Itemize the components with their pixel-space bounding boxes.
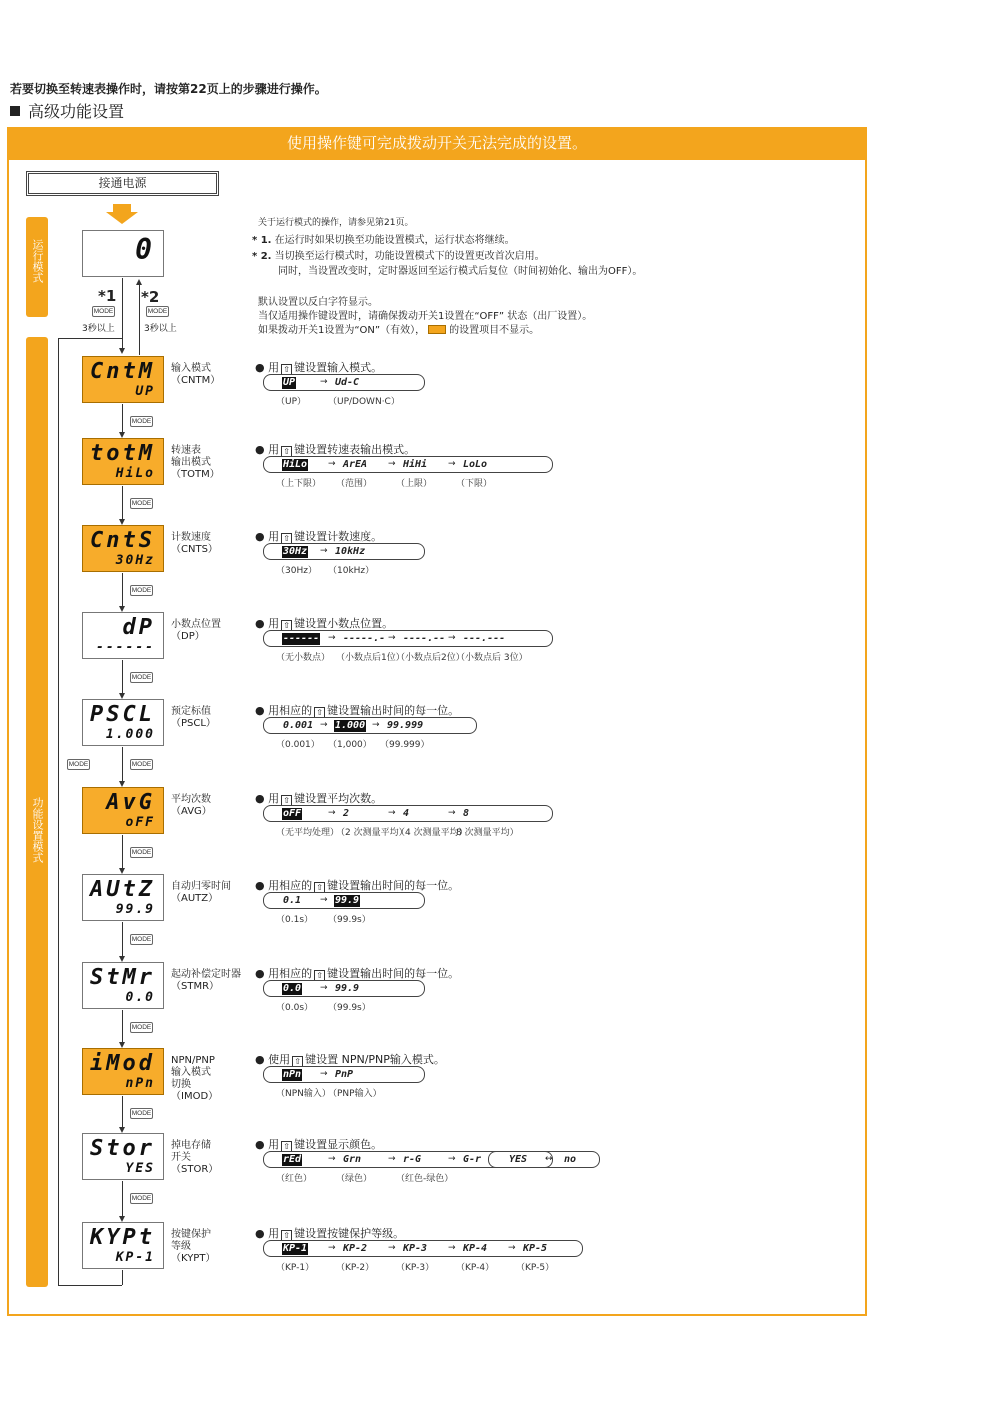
run-display-value: 0 xyxy=(135,233,155,266)
connector-line xyxy=(122,1096,123,1127)
display-top-text: CntM xyxy=(90,359,155,384)
option-value: Grn xyxy=(343,1154,362,1165)
arrow-right-icon: → xyxy=(372,720,380,730)
default-note-3a: 如果拨动开关1设置为“ON”（有效）， xyxy=(258,325,426,336)
option-caption: （0.1s） xyxy=(276,915,314,925)
display-bottom-text: 1.000 xyxy=(105,727,155,742)
option-value: ---.--- xyxy=(463,633,506,644)
option-value: Ud-C xyxy=(335,377,360,388)
up-key-icon: ⇧ xyxy=(281,446,292,457)
hold-label: 3秒以上 xyxy=(144,324,177,334)
option-value: 0.1 xyxy=(283,895,302,906)
step-description: ● 使用 ⇧ 键设置 NPN/PNP输入模式。 xyxy=(255,1053,445,1066)
connector-line xyxy=(139,285,140,355)
step-description: ● 用 ⇧ 键设置计数速度。 xyxy=(255,530,383,543)
option-value: 4 xyxy=(403,808,410,819)
option-value: YES xyxy=(509,1154,528,1165)
return-line-left xyxy=(58,338,59,1285)
step-name: 掉电存储 开关 xyxy=(171,1140,211,1163)
desc-prefix: 使用 xyxy=(268,1053,291,1066)
option-caption: （NPN输入） xyxy=(276,1089,331,1099)
highlight-swatch xyxy=(428,325,446,334)
option-caption: （绿色） xyxy=(336,1174,373,1184)
step-description: ● 用 ⇧ 键设置输入模式。 xyxy=(255,361,383,374)
step-display xyxy=(82,612,164,659)
arrow-right-icon: → xyxy=(448,1154,456,1164)
display-top-text: totM xyxy=(90,441,155,466)
step-label xyxy=(171,969,241,993)
mode-button-icon: MODE xyxy=(131,1024,152,1031)
step-name: NPN/PNP 输入模式 切换 xyxy=(171,1055,215,1090)
down-arrow-icon xyxy=(106,204,138,224)
display-bottom-text: oFF xyxy=(125,815,155,830)
desc-prefix: 用 xyxy=(268,792,280,805)
option-value: 30Hz xyxy=(283,546,308,557)
step-label xyxy=(171,706,216,730)
up-key-icon: ⇧ xyxy=(281,533,292,544)
banner: 使用操作键可完成拨动开关无法完成的设置。 xyxy=(7,127,867,160)
star1-mark: *1 xyxy=(98,287,117,305)
option-value: 2 xyxy=(343,808,350,819)
desc-suffix: 键设置转速表输出模式。 xyxy=(294,443,416,456)
up-key-icon: ⇧ xyxy=(292,1056,303,1067)
step-code: （TOTM） xyxy=(171,469,220,480)
mode-button-icon: MODE xyxy=(131,418,152,425)
connector-line xyxy=(122,747,123,781)
option-caption: （99.9s） xyxy=(328,1003,371,1013)
step-display xyxy=(82,1048,164,1095)
step-display xyxy=(82,699,164,746)
desc-suffix: 键设置 NPN/PNP输入模式。 xyxy=(305,1053,445,1066)
option-caption: （小数点后 3位） xyxy=(456,653,528,663)
option-value: KP-2 xyxy=(343,1243,368,1254)
arrow-right-icon: → xyxy=(320,546,328,556)
up-key-icon: ⇧ xyxy=(281,1230,292,1241)
step-code: （PSCL） xyxy=(171,718,216,729)
step-description: ● 用相应的 ⇧ 键设置输出时间的每一位。 xyxy=(255,879,460,892)
display-bottom-text: nPn xyxy=(125,1076,155,1091)
mode-button-icon: MODE xyxy=(131,761,152,768)
connector-line xyxy=(122,1010,123,1042)
arrow-right-icon: → xyxy=(328,1154,336,1164)
arrow-up-icon xyxy=(136,279,142,285)
option-caption: （1,000） xyxy=(328,740,372,750)
step-display xyxy=(82,874,164,921)
step-name: 按键保护 等级 xyxy=(171,1229,211,1252)
option-caption: （2 次测量平均） xyxy=(336,828,408,838)
connector-line xyxy=(122,486,123,519)
desc-prefix: 用 xyxy=(268,1227,280,1240)
mode-button-icon: MODE xyxy=(131,674,152,681)
up-key-icon: ⇧ xyxy=(314,707,325,718)
step-name: 起动补偿定时器 xyxy=(171,969,241,980)
arrow-down-icon xyxy=(119,348,125,354)
option-caption: （红色） xyxy=(276,1174,313,1184)
arrow-right-icon: → xyxy=(320,720,328,730)
option-value: LoLo xyxy=(463,459,488,470)
display-top-text: KYPt xyxy=(90,1225,155,1250)
mode-button-icon: MODE xyxy=(131,1110,152,1117)
square-bullet-icon xyxy=(10,106,20,116)
step-code: （IMOD） xyxy=(171,1091,219,1102)
option-caption: （KP-2） xyxy=(336,1263,375,1273)
step-label xyxy=(171,1229,215,1265)
option-value: KP-5 xyxy=(523,1243,548,1254)
display-bottom-text: 99.9 xyxy=(115,902,155,917)
option-caption: （99.9s） xyxy=(328,915,371,925)
connector-line xyxy=(122,1181,123,1216)
step-description: ● 用 ⇧ 键设置按键保护等级。 xyxy=(255,1227,405,1240)
option-value: r-G xyxy=(403,1154,422,1165)
option-caption: （4 次测量平均） xyxy=(396,828,468,838)
option-value: rEd xyxy=(283,1154,302,1165)
desc-suffix: 键设置显示颜色。 xyxy=(294,1138,383,1151)
desc-prefix: 用 xyxy=(268,617,280,630)
option-value: nPn xyxy=(283,1069,302,1080)
run-display xyxy=(82,230,164,277)
step-label xyxy=(171,532,218,556)
desc-suffix: 键设置输出时间的每一位。 xyxy=(327,704,460,717)
option-caption: （10kHz） xyxy=(328,566,375,576)
note-2-mark: * 2. xyxy=(252,251,272,262)
option-caption: （30Hz） xyxy=(276,566,317,576)
step-label xyxy=(171,881,231,905)
arrow-right-icon: → xyxy=(448,1243,456,1253)
desc-suffix: 键设置按键保护等级。 xyxy=(294,1227,405,1240)
option-value: 1.000 xyxy=(335,720,366,731)
note-ref: 关于运行模式的操作，请参见第21页。 xyxy=(258,218,414,228)
option-caption: （下限） xyxy=(456,479,493,489)
step-label xyxy=(171,445,220,481)
desc-prefix: 用 xyxy=(268,530,280,543)
connector-line xyxy=(122,1270,123,1285)
desc-prefix: 用相应的 xyxy=(268,967,313,980)
display-top-text: Stor xyxy=(90,1136,155,1161)
step-code: （CNTM） xyxy=(171,375,221,386)
arrow-right-icon: → xyxy=(448,808,456,818)
default-note-3b: 的设置项目不显示。 xyxy=(449,325,540,336)
step-code: （CNTS） xyxy=(171,544,218,555)
step-label xyxy=(171,1055,218,1103)
option-value: HiLo xyxy=(283,459,308,470)
step-description: ● 用 ⇧ 键设置小数点位置。 xyxy=(255,617,394,630)
option-caption: （小数点后1位） xyxy=(336,653,405,663)
option-caption: （上限） xyxy=(396,479,433,489)
arrow-right-icon: → xyxy=(388,1243,396,1253)
option-caption: （红色-绿色） xyxy=(396,1174,454,1184)
up-key-icon: ⇧ xyxy=(281,364,292,375)
step-display xyxy=(82,962,164,1009)
display-bottom-text: 30Hz xyxy=(115,553,155,568)
step-label xyxy=(171,1140,218,1176)
option-caption: （0.0s） xyxy=(276,1003,314,1013)
step-code: （STOR） xyxy=(171,1164,219,1175)
step-code: （AUTZ） xyxy=(171,893,219,904)
desc-suffix: 键设置输出时间的每一位。 xyxy=(327,967,460,980)
display-bottom-text: UP xyxy=(135,384,155,399)
desc-prefix: 用 xyxy=(268,361,280,374)
desc-prefix: 用 xyxy=(268,443,280,456)
display-top-text: PSCL xyxy=(90,702,155,727)
up-key-icon: ⇧ xyxy=(314,882,325,893)
section-title xyxy=(10,99,124,122)
star2-mark: *2 xyxy=(141,288,160,306)
option-caption: （上下限） xyxy=(276,479,322,489)
arrow-right-icon: → xyxy=(388,1154,396,1164)
desc-suffix: 键设置输入模式。 xyxy=(294,361,383,374)
return-line-top xyxy=(58,338,122,339)
option-value: oFF xyxy=(283,808,302,819)
step-label xyxy=(171,363,220,387)
option-value: 99.999 xyxy=(387,720,424,731)
return-line-bottom xyxy=(58,1285,122,1286)
step-display xyxy=(82,356,164,403)
arrow-right-icon: → xyxy=(508,1243,516,1253)
option-value: KP-3 xyxy=(403,1243,428,1254)
step-name: 计数速度 xyxy=(171,532,211,543)
option-value: KP-1 xyxy=(283,1243,308,1254)
arrow-right-icon: → xyxy=(320,983,328,993)
connector-line xyxy=(122,404,123,432)
func-mode-label: 功能设置模式 xyxy=(31,797,44,863)
func-mode-band xyxy=(26,337,48,1287)
option-caption: （无小数点） xyxy=(276,653,331,663)
option-value: ----.-- xyxy=(403,633,446,644)
step-label xyxy=(171,794,212,818)
mode-button-icon: MODE xyxy=(93,308,114,315)
arrow-both-icon: ↔ xyxy=(545,1154,553,1164)
step-code: （KYPT） xyxy=(171,1253,216,1264)
step-code: （AVG） xyxy=(171,806,212,817)
display-top-text: CntS xyxy=(90,528,155,553)
note-2-text: 当切换至运行模式时，功能设置模式下的设置更改首次启用。 xyxy=(274,251,545,262)
option-caption: 8 次测量平均） xyxy=(456,828,519,838)
mode-button-icon: MODE xyxy=(68,761,89,768)
intro-text: 若要切换至转速表操作时，请按第22页上的步骤进行操作。 xyxy=(10,82,327,96)
display-bottom-text: YES xyxy=(125,1161,155,1176)
desc-prefix: 用相应的 xyxy=(268,704,313,717)
step-name: 转速表 输出模式 xyxy=(171,445,211,468)
option-caption: （KP-1） xyxy=(276,1263,315,1273)
step-display xyxy=(82,1222,164,1269)
mode-button-icon: MODE xyxy=(131,500,152,507)
display-top-text: iMod xyxy=(90,1051,155,1076)
note-2 xyxy=(252,250,545,264)
option-value: KP-4 xyxy=(463,1243,488,1254)
connector-line xyxy=(122,835,123,868)
up-key-icon: ⇧ xyxy=(281,620,292,631)
display-bottom-text: KP-1 xyxy=(115,1250,155,1265)
arrow-right-icon: → xyxy=(388,633,396,643)
arrow-right-icon: → xyxy=(328,808,336,818)
mode-button-icon: MODE xyxy=(131,1195,152,1202)
desc-prefix: 用 xyxy=(268,1138,280,1151)
desc-suffix: 键设置平均次数。 xyxy=(294,792,383,805)
mode-button-icon: MODE xyxy=(131,587,152,594)
step-name: 小数点位置 xyxy=(171,619,221,630)
option-caption: （KP-3） xyxy=(396,1263,435,1273)
hold-label: 3秒以上 xyxy=(82,324,115,334)
option-value: PnP xyxy=(335,1069,354,1080)
step-display xyxy=(82,1133,164,1180)
desc-prefix: 用相应的 xyxy=(268,879,313,892)
desc-suffix: 键设置输出时间的每一位。 xyxy=(327,879,460,892)
display-top-text: AUtZ xyxy=(90,877,155,902)
step-description: ● 用 ⇧ 键设置转速表输出模式。 xyxy=(255,443,416,456)
option-value: G-r xyxy=(463,1154,482,1165)
option-caption: （KP-5） xyxy=(516,1263,555,1273)
display-top-text: StMr xyxy=(90,965,155,990)
step-description: ● 用相应的 ⇧ 键设置输出时间的每一位。 xyxy=(255,967,460,980)
step-display xyxy=(82,438,164,485)
up-key-icon: ⇧ xyxy=(314,970,325,981)
display-top-text: AvG xyxy=(106,790,155,815)
option-cycle-loop xyxy=(488,1151,600,1168)
up-key-icon: ⇧ xyxy=(281,795,292,806)
connector-line xyxy=(122,278,123,348)
step-code: （DP） xyxy=(171,631,205,642)
step-description: ● 用 ⇧ 键设置平均次数。 xyxy=(255,792,383,805)
option-caption: （UP） xyxy=(276,397,307,407)
option-caption: （0.001） xyxy=(276,740,320,750)
arrow-right-icon: → xyxy=(448,633,456,643)
option-value: UP xyxy=(283,377,296,388)
display-bottom-text: HiLo xyxy=(115,466,155,481)
step-name: 平均次数 xyxy=(171,794,211,805)
connector-line xyxy=(122,573,123,606)
option-value: no xyxy=(564,1154,577,1165)
option-value: 0.0 xyxy=(283,983,302,994)
arrow-right-icon: → xyxy=(320,377,328,387)
mode-button-icon: MODE xyxy=(147,308,168,315)
note-1 xyxy=(252,234,515,248)
option-value: 99.9 xyxy=(335,895,360,906)
connector-line xyxy=(122,922,123,956)
arrow-right-icon: → xyxy=(320,895,328,905)
option-caption: （UP/DOWN·C） xyxy=(328,397,400,407)
default-note-3 xyxy=(258,324,539,338)
run-mode-band xyxy=(26,217,48,317)
desc-suffix: 键设置小数点位置。 xyxy=(294,617,394,630)
connector-line xyxy=(122,660,123,693)
display-bottom-text: ------ xyxy=(96,640,155,655)
arrow-right-icon: → xyxy=(448,459,456,469)
option-caption: （小数点后2位） xyxy=(396,653,465,663)
section-title-text: 高级功能设置 xyxy=(28,102,125,121)
step-name: 自动归零时间 xyxy=(171,881,231,892)
mode-button-icon: MODE xyxy=(131,936,152,943)
option-caption: （99.999） xyxy=(380,740,430,750)
option-value: 8 xyxy=(463,808,470,819)
note-1-text: 在运行时如果切换至功能设置模式，运行状态将继续。 xyxy=(274,235,515,246)
option-value: 10kHz xyxy=(335,546,366,557)
option-value: 99.9 xyxy=(335,983,360,994)
option-value: -----.- xyxy=(343,633,386,644)
step-display xyxy=(82,525,164,572)
step-name: 预定标值 xyxy=(171,706,211,717)
step-description: ● 用 ⇧ 键设置显示颜色。 xyxy=(255,1138,383,1151)
note-2b: 同时，当设置改变时，定时器返回至运行模式后复位（时间初始化、输出为OFF）。 xyxy=(278,266,643,277)
desc-suffix: 键设置计数速度。 xyxy=(294,530,383,543)
step-name: 输入模式 xyxy=(171,363,211,374)
option-caption: （无平均处理） xyxy=(276,828,340,838)
run-mode-label: 运行模式 xyxy=(31,239,44,283)
step-display xyxy=(82,787,164,834)
mode-button-icon: MODE xyxy=(131,849,152,856)
display-bottom-text: 0.0 xyxy=(125,990,155,1005)
note-1-mark: * 1. xyxy=(252,235,272,246)
option-value: 0.001 xyxy=(283,720,314,731)
arrow-right-icon: → xyxy=(320,1069,328,1079)
display-top-text: dP xyxy=(122,615,155,640)
step-code: （STMR） xyxy=(171,981,220,992)
option-value: ------ xyxy=(283,633,320,644)
step-label xyxy=(171,619,221,643)
step-description: ● 用相应的 ⇧ 键设置输出时间的每一位。 xyxy=(255,704,460,717)
arrow-right-icon: → xyxy=(328,1243,336,1253)
arrow-right-icon: → xyxy=(388,459,396,469)
arrow-right-icon: → xyxy=(328,633,336,643)
default-note-2: 当仅适用操作键设置时，请确保拨动开关1设置在“OFF” 状态（出厂设置）。 xyxy=(258,311,593,322)
option-caption: （PNP输入） xyxy=(328,1089,382,1099)
option-caption: （范围） xyxy=(336,479,373,489)
up-key-icon: ⇧ xyxy=(281,1141,292,1152)
option-caption: （KP-4） xyxy=(456,1263,495,1273)
arrow-right-icon: → xyxy=(388,808,396,818)
default-note-1: 默认设置以反白字符显示。 xyxy=(258,297,378,308)
power-on-box: 接通电源 xyxy=(26,171,219,196)
option-value: ArEA xyxy=(343,459,368,470)
arrow-right-icon: → xyxy=(328,459,336,469)
option-value: HiHi xyxy=(403,459,428,470)
